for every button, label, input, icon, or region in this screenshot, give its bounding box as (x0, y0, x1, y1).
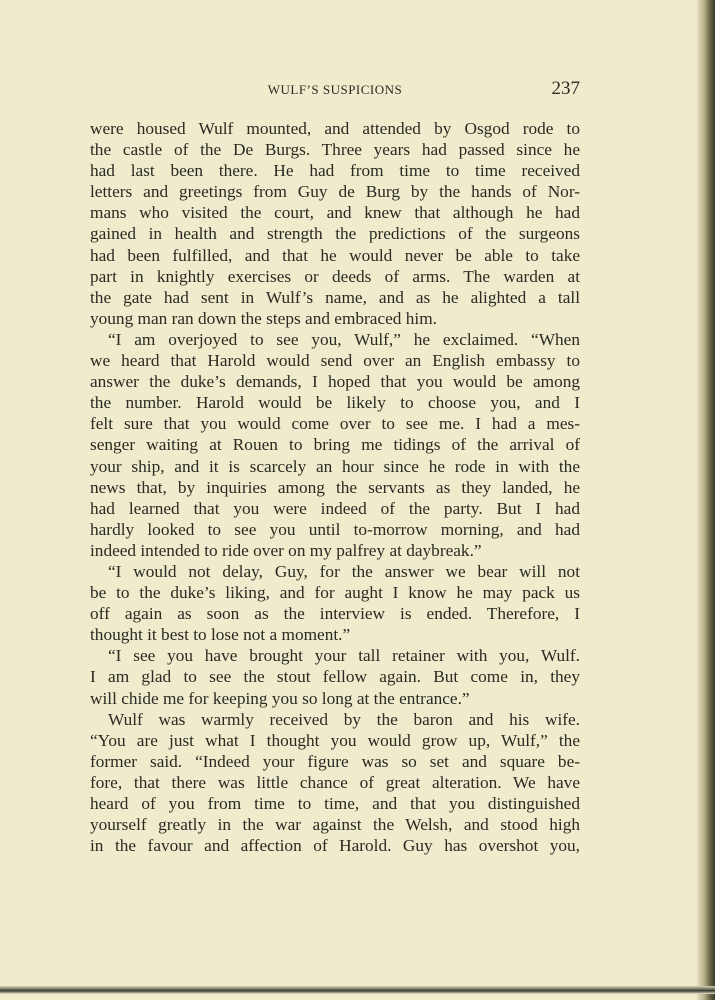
text-line: senger waiting at Rouen to bring me tidings of the arrival of (90, 435, 580, 455)
text-line: mans who visited the court, and knew that although he had (90, 203, 580, 223)
page-bottom-edge (0, 986, 715, 994)
text-line: letters and greetings from Guy de Burg by the hands of Nor- (90, 182, 580, 202)
text-line: were housed Wulf mounted, and attended by Osgod rode to (90, 119, 580, 138)
text-line: part in knightly exercises or deeds of arms. The warden at (90, 266, 580, 286)
text-line: we heard that Harold would send over an English embassy to (90, 351, 580, 371)
text-line: had been fulfilled, and that he would never be able to take (90, 245, 580, 265)
text-line: “I would not delay, Guy, for the answer we bear will not (108, 561, 580, 581)
text-line: young man ran down the steps and embraced him. (90, 308, 437, 328)
text-line: had last been there. He had from time to time received (90, 161, 580, 181)
text-line: answer the duke’s demands, I hoped that you would be among (90, 372, 580, 392)
text-line: your ship, and it is scarcely an hour since he rode in with the (90, 456, 580, 476)
text-line: yourself greatly in the war against the Welsh, and stood high (90, 815, 580, 835)
running-header (90, 78, 580, 100)
text-line: felt sure that you would come over to see me. I had a mes- (90, 414, 580, 434)
text-line: hardly looked to see you until to-morrow morning, and had (90, 519, 580, 539)
text-line: heard of you from time to time, and that you distinguished (90, 794, 580, 813)
running-title: WULF’S SUSPICIONS (267, 82, 403, 97)
text-line: be to the duke’s liking, and for aught I know he may pack us (90, 583, 580, 603)
text-line: the number. Harold would be likely to choose you, and I (90, 393, 580, 413)
page-number: 237 (551, 78, 580, 99)
text-line: “You are just what I thought you would grow up, Wulf,” the (90, 730, 580, 750)
text-line: “I see you have brought your tall retainer with you, Wulf. (108, 646, 580, 666)
text-line: gained in health and strength the predictions of the surgeons (90, 224, 580, 244)
text-line: thought it best to lose not a moment.” (90, 625, 351, 645)
text-line: former said. “Indeed your figure was so set and square be- (90, 751, 580, 771)
text-line: had learned that you were indeed of the party. But I had (90, 498, 580, 518)
body-text (90, 118, 580, 856)
text-line: Wulf was warmly received by the baron and his wife. (108, 709, 580, 729)
text-line: the castle of the De Burgs. Three years had passed since he (90, 140, 580, 160)
text-line: news that, by inquiries among the servants as they landed, he (90, 477, 580, 497)
page-edge-shadow (697, 0, 715, 1000)
text-line: I am glad to see the stout fellow again. But come in, they (90, 667, 580, 687)
text-line: will chide me for keeping you so long at the entrance.” (90, 688, 470, 708)
text-line: the gate had sent in Wulf’s name, and as he alighted a tall (90, 287, 580, 307)
text-line: indeed intended to ride over on my palfrey at daybreak.” (90, 540, 482, 560)
text-line: in the favour and affection of Harold. Guy has overshot you, (90, 836, 580, 856)
text-line: off again as soon as the interview is ended. Therefore, I (90, 604, 580, 624)
text-line: “I am overjoyed to see you, Wulf,” he exclaimed. “When (108, 329, 580, 349)
text-line: fore, that there was little chance of great alteration. We have (90, 772, 580, 792)
